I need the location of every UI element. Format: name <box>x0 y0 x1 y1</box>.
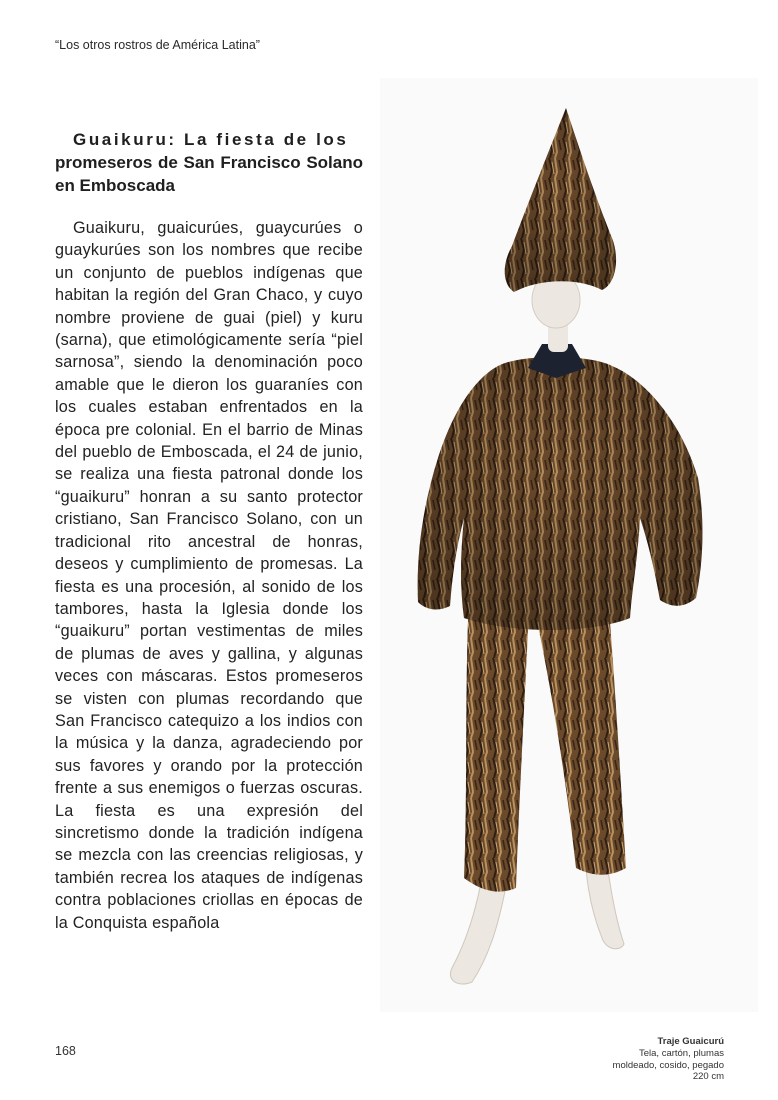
costume-photo <box>380 78 758 1083</box>
feather-costume-illustration <box>380 78 758 1012</box>
article-title <box>55 128 363 197</box>
caption-line: 220 cm <box>692 1071 724 1083</box>
figure-caption <box>613 1036 724 1083</box>
caption-line: moldeado, cosido, pegado <box>612 1059 724 1071</box>
article-title-line-1: Guaikuru: La fiesta de los <box>73 130 349 149</box>
article-title-line-2: promeseros de San Francisco Solano en Emboscada <box>55 153 363 195</box>
mannequin-right-foot <box>586 868 624 949</box>
article-body: Guaikuru, guaicurúes, guaycurúes o guaykurúes son los nombres que recibe un conjunto de pueblos indígenas que habitan la región del Gran Chaco, y cuyo nombre proviene de guai (piel) y kuru (sarna), que etimológicamente sería “piel sarnosa”, siendo la denominación poco amable que le dieron los guaraníes con los cuales estaban enfrentados en la época pre colonial. En el barrio de Minas del pueblo de Emboscada, el 24 de junio, se realiza una fiesta patronal donde los “guaikuru” honran a su santo protector cristiano, San Francisco Solano, con un tradicional rito ancestral de honras, deseos y cumplimiento de promesas. La fiesta es una procesión, al sonido de los tambores, hasta la Iglesia donde los “guaikuru” portan vestimentas de miles de plumas de aves y gallina, y algunas veces con máscaras. Estos promeseros se visten con plumas recordando que San Francisco catequizo a los indios con la música y la danza, agradeciendo por sus favores y orando por la protección frente a sus enemigos o fuerzas oscuras. La fiesta es una expresión del sincretismo donde la tradición indígena se mezcla con las creencias religiosas, y también recrea los ataques de indígenas contra poblaciones criollas en épocas de la Conquista española <box>55 219 363 932</box>
caption-title: Traje Guaicurú <box>657 1036 724 1047</box>
caption-line: Tela, cartón, plumas <box>638 1047 724 1059</box>
running-header: “Los otros rostros de América Latina” <box>55 38 260 52</box>
article <box>55 128 363 934</box>
page-number: 168 <box>55 1044 76 1058</box>
mannequin-left-foot <box>450 878 506 984</box>
